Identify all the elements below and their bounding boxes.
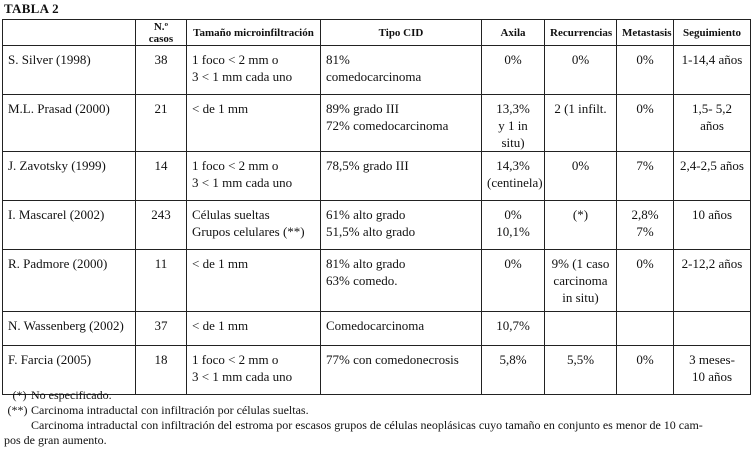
recurrence-cell — [545, 201, 617, 250]
cell-line: Células sueltas — [192, 207, 270, 222]
cell-line: Comedocarcinoma — [326, 318, 425, 333]
recurrence-cell — [545, 152, 617, 201]
footnote-text: No especificado. — [31, 388, 112, 402]
footnote — [4, 403, 749, 418]
cell-line: 0% — [571, 52, 590, 67]
axilla-cell — [482, 46, 545, 95]
cell-line: 0% — [636, 101, 654, 116]
followup-cell — [674, 152, 751, 201]
cell-line: 1 foco < 2 mm o — [192, 352, 279, 367]
cases-cell: 37 — [136, 312, 187, 346]
type-cell — [321, 312, 482, 346]
cell-line: 10 años — [691, 369, 733, 384]
cell-line: 10,7% — [496, 318, 530, 333]
cell-line: 2 (1 infilt. — [554, 101, 607, 116]
recurrence-cell — [545, 312, 617, 346]
cell-line: 7% — [636, 158, 654, 173]
cell-line: 81% — [326, 52, 350, 67]
type-cell — [321, 201, 482, 250]
cases-cell: 38 — [136, 46, 187, 95]
cell-line: 7% — [636, 224, 654, 239]
author-cell: I. Mascarel (2002) — [3, 201, 136, 250]
table-row — [3, 95, 751, 152]
axilla-cell — [482, 95, 545, 152]
cell-line: < de 1 mm — [192, 318, 249, 333]
table-row — [3, 46, 751, 95]
cell-line: 5,8% — [499, 352, 527, 367]
size-cell — [187, 46, 321, 95]
cell-line: 3 < 1 mm cada uno — [192, 175, 293, 190]
cell-line: 81% alto grado — [326, 256, 406, 271]
author-cell: M.L. Prasad (2000) — [3, 95, 136, 152]
cell-line: 0% — [636, 352, 654, 367]
metastasis-cell — [617, 46, 674, 95]
cell-line: 1,5- 5,2 años — [691, 101, 733, 133]
table-row — [3, 250, 751, 312]
header-cell — [3, 20, 136, 46]
cell-line: (*) — [572, 207, 589, 222]
author-cell: S. Silver (1998) — [3, 46, 136, 95]
cell-line: 77% con comedonecrosis — [326, 352, 459, 367]
cell-line: 0% — [504, 52, 522, 67]
table-row — [3, 312, 751, 346]
cell-line: carcinoma — [553, 273, 608, 288]
recurrence-cell — [545, 250, 617, 312]
cell-line: 0% — [504, 256, 522, 271]
size-cell — [187, 312, 321, 346]
cases-cell: 243 — [136, 201, 187, 250]
cell-line: 3 meses- — [689, 352, 735, 367]
cell-line: 72% comedocarcinoma — [326, 118, 449, 133]
footnote-text: Carcinoma intraductal con infiltración del estroma por escasos grupos de células neoplásicas cuyo tamaño en conjunto es menor de 10 cam- — [31, 418, 703, 432]
axilla-cell — [482, 250, 545, 312]
followup-cell — [674, 312, 751, 346]
metastasis-cell — [617, 95, 674, 152]
metastasis-cell — [617, 312, 674, 346]
size-cell — [187, 201, 321, 250]
cases-cell: 21 — [136, 95, 187, 152]
cell-line: < de 1 mm — [192, 101, 249, 116]
table-title: TABLA 2 — [4, 1, 59, 16]
footnotes — [4, 388, 749, 448]
cases-cell: 11 — [136, 250, 187, 312]
cell-line: 63% comedo. — [326, 273, 398, 288]
footnote — [4, 433, 749, 448]
metastasis-cell — [617, 250, 674, 312]
axilla-cell — [482, 152, 545, 201]
cell-line: y 1 in situ) — [498, 118, 528, 150]
cell-line: 2-12,2 años — [681, 256, 743, 271]
cell-line: 2,4-2,5 años — [680, 158, 744, 173]
cell-line: 3 < 1 mm cada uno — [192, 69, 293, 84]
footnote — [4, 418, 749, 433]
cell-line: < de 1 mm — [192, 256, 249, 271]
cell-line: 0% — [571, 158, 590, 173]
recurrence-cell — [545, 46, 617, 95]
followup-cell — [674, 46, 751, 95]
data-table — [2, 19, 751, 395]
header-cell: N.º casos — [136, 20, 187, 46]
cell-line: 1-14,4 años — [681, 52, 743, 67]
table-row — [3, 152, 751, 201]
footnote-text: Carcinoma intraductal con infiltración por células sueltas. — [31, 403, 309, 417]
author-cell: J. Zavotsky (1999) — [3, 152, 136, 201]
type-cell — [321, 95, 482, 152]
type-cell — [321, 250, 482, 312]
cell-line: 13,3% — [496, 101, 530, 116]
header-cell: Metastasis — [617, 20, 674, 46]
cell-line: 51,5% alto grado — [326, 224, 416, 239]
cell-line: 0% — [636, 256, 654, 271]
cell-line: (centinela) — [487, 175, 543, 190]
cell-line: in situ) — [562, 290, 599, 305]
cell-line: 1 foco < 2 mm o — [192, 158, 279, 173]
footnote — [4, 388, 749, 403]
author-cell: F. Farcia (2005) — [3, 346, 136, 395]
size-cell — [187, 152, 321, 201]
header-cell: Seguimiento — [674, 20, 751, 46]
cell-line: 5,5% — [566, 352, 595, 367]
header-row — [3, 20, 751, 46]
header-cell: Tipo CID — [321, 20, 482, 46]
cell-line: 61% alto grado — [326, 207, 406, 222]
metastasis-cell — [617, 201, 674, 250]
footnote-mark: (**) — [7, 403, 28, 417]
cell-line: 14,3% — [496, 158, 530, 173]
type-cell — [321, 152, 482, 201]
author-cell: N. Wassenberg (2002) — [3, 312, 136, 346]
cell-line: comedocarcinoma — [326, 69, 422, 84]
cases-cell: 14 — [136, 152, 187, 201]
footnote-text: pos de gran aumento. — [4, 433, 107, 447]
cell-line: 10 años — [691, 207, 733, 222]
cell-line: 9% (1 caso — [551, 256, 610, 271]
size-cell — [187, 95, 321, 152]
cell-line: 3 < 1 mm cada uno — [192, 369, 293, 384]
followup-cell — [674, 201, 751, 250]
header-cell: Recurrencias — [545, 20, 617, 46]
type-cell — [321, 46, 482, 95]
followup-cell — [674, 250, 751, 312]
cell-line: 78,5% grado III — [326, 158, 409, 173]
cell-line: 0% — [504, 207, 522, 222]
size-cell — [187, 250, 321, 312]
cases-cell: 18 — [136, 346, 187, 395]
cell-line: 1 foco < 2 mm o — [192, 52, 279, 67]
followup-cell — [674, 95, 751, 152]
header-cell: Axila — [482, 20, 545, 46]
footnote-mark: (*) — [12, 388, 27, 402]
axilla-cell — [482, 201, 545, 250]
cell-line: 2,8% — [631, 207, 659, 222]
header-cell: Tamaño microinfiltración — [187, 20, 321, 46]
axilla-cell — [482, 312, 545, 346]
metastasis-cell — [617, 152, 674, 201]
cell-line: 10,1% — [496, 224, 530, 239]
cell-line: Grupos celulares (**) — [192, 224, 305, 239]
cell-line: 0% — [636, 52, 654, 67]
table-row — [3, 201, 751, 250]
recurrence-cell — [545, 95, 617, 152]
cell-line: 89% grado III — [326, 101, 399, 116]
author-cell: R. Padmore (2000) — [3, 250, 136, 312]
